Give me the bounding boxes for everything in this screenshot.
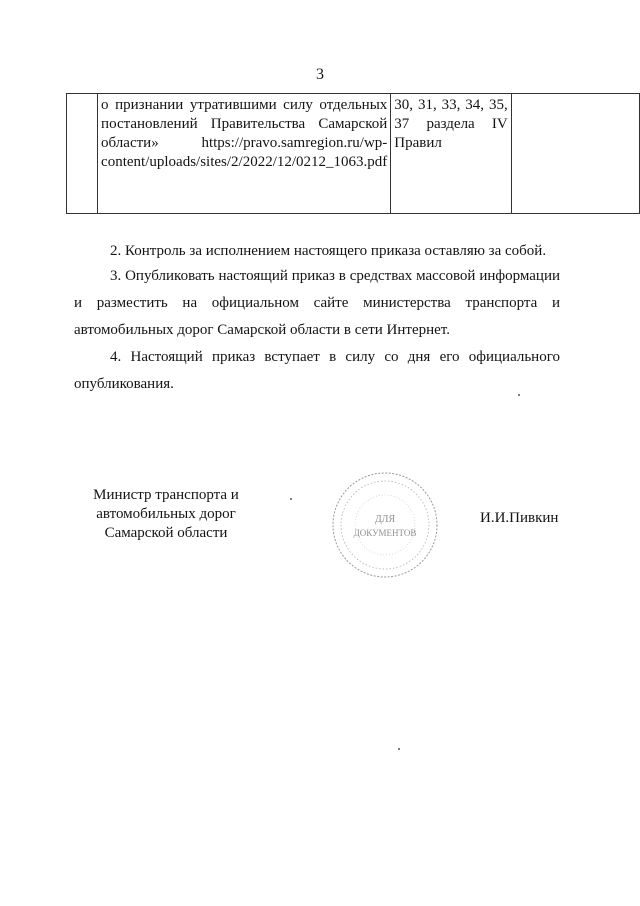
paragraph-2-text: 2. Контроль за исполнением настоящего приказа оставляю за собой.	[110, 243, 547, 259]
signature-title-line: автомобильных дорог	[96, 506, 236, 522]
paragraph-2	[74, 238, 560, 265]
table-cell-points: 30, 31, 33, 34, 35, 37 раздела IV Правил	[391, 94, 511, 214]
paragraph-4	[74, 344, 560, 398]
signature-title	[74, 486, 258, 543]
paragraph-4-text: 4. Настоящий приказ вступает в силу со дня его официального опубликования.	[74, 349, 560, 392]
document-table	[66, 93, 640, 214]
stamp-text-line2: ДОКУМЕНТОВ	[353, 528, 417, 538]
signature-title-line: Министр транспорта и	[93, 487, 239, 503]
table-cell-number	[67, 94, 98, 214]
stamp-text-line1: ДЛЯ	[374, 514, 396, 525]
scan-speck	[518, 394, 520, 396]
table-cell-extra	[511, 94, 639, 214]
paragraph-3	[74, 263, 560, 344]
official-stamp	[330, 470, 440, 580]
table-row	[67, 94, 640, 214]
signatory-name: И.И.Пивкин	[480, 510, 559, 526]
scan-speck	[398, 748, 400, 750]
table-cell-title: о признании утратившими силу отдельных постановлений Правительства Самарской области» https://pravo.samregion.ru/wp-content/uploads/sites/2/2022/12/0212_1063.pdf	[98, 94, 391, 214]
scan-speck	[290, 498, 292, 500]
signature-title-line: Самарской области	[104, 525, 228, 541]
page-number: 3	[316, 66, 324, 83]
paragraph-3-text: 3. Опубликовать настоящий приказ в средствах массовой информации и разместить на официальном сайте министерства транспорта и автомобильных дорог Самарской области в сети Интернет.	[74, 268, 560, 338]
